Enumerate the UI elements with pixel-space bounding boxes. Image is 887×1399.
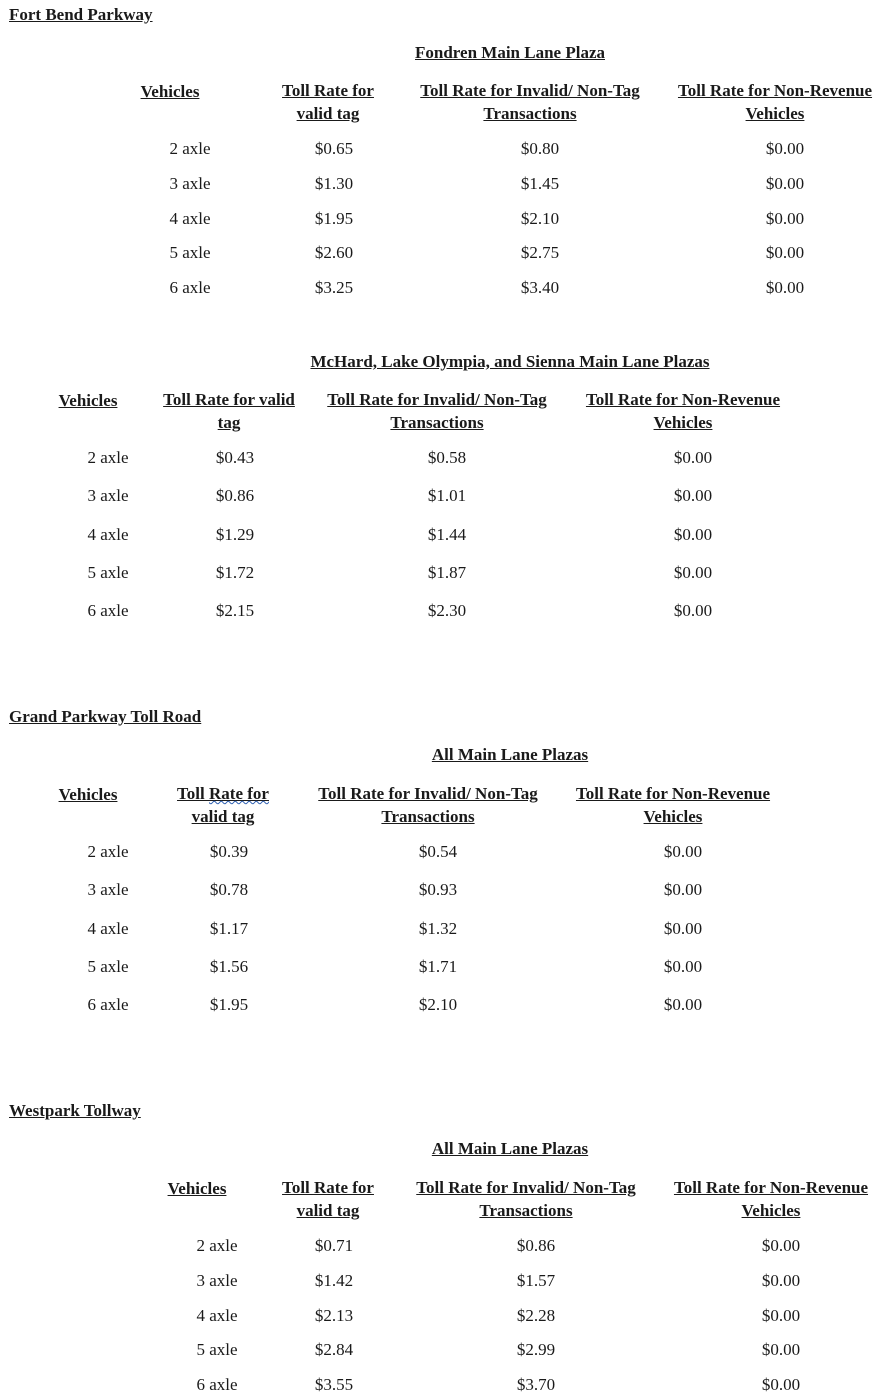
- vehicle-class-cell: 3 axle: [87, 486, 129, 505]
- column-header-line: Vehicles: [58, 391, 118, 410]
- toll-rate-cell: $1.95: [314, 209, 354, 228]
- vehicle-class-cell: 5 axle: [87, 957, 129, 976]
- toll-rate-cell: $0.00: [761, 1236, 801, 1255]
- vehicle-class-cell: 2 axle: [169, 139, 211, 158]
- column-header-line: Transactions: [381, 807, 475, 826]
- toll-rate-cell: $1.44: [427, 525, 467, 544]
- vehicle-class-cell: 5 axle: [196, 1340, 238, 1359]
- toll-rate-cell: $1.32: [418, 919, 458, 938]
- vehicle-class-cell: 5 axle: [169, 243, 211, 262]
- column-header-line: Transactions: [483, 104, 577, 123]
- column-header: [177, 782, 269, 828]
- toll-rate-cell: $0.58: [427, 448, 467, 467]
- column-header: [141, 80, 200, 103]
- toll-rate-cell: $2.10: [520, 209, 560, 228]
- column-header: [168, 1177, 227, 1200]
- column-header-line: Toll Rate for Invalid/ Non-Tag: [416, 1178, 636, 1197]
- column-header-line: Toll Rate for: [282, 1178, 374, 1197]
- column-header-line: valid tag: [296, 104, 360, 123]
- toll-rate-cell: $0.43: [215, 448, 255, 467]
- vehicle-class-cell: 4 axle: [87, 525, 129, 544]
- column-header-line: Toll Rate for Invalid/ Non-Tag: [327, 390, 547, 409]
- column-header: [586, 388, 780, 434]
- toll-rate-cell: $0.00: [765, 243, 805, 262]
- toll-rate-cell: $0.93: [418, 880, 458, 899]
- toll-rate-cell: $1.87: [427, 563, 467, 582]
- toll-rate-cell: $1.45: [520, 174, 560, 193]
- section-heading: Fort Bend Parkway: [9, 5, 153, 24]
- vehicle-class-cell: 6 axle: [196, 1375, 238, 1394]
- column-header-line: Vehicles: [653, 413, 713, 432]
- toll-rate-cell: $0.00: [663, 957, 703, 976]
- toll-rate-cell: $1.42: [314, 1271, 354, 1290]
- toll-rate-cell: $0.86: [516, 1236, 556, 1255]
- column-header: [59, 389, 118, 412]
- column-header-line: Vehicles: [741, 1201, 801, 1220]
- column-header-line: Toll Rate for Invalid/ Non-Tag: [318, 784, 538, 803]
- column-header: [674, 1176, 868, 1222]
- column-header-line: Transactions: [390, 413, 484, 432]
- vehicle-class-cell: 6 axle: [87, 995, 129, 1014]
- column-header-line: Vehicles: [58, 785, 118, 804]
- column-header-line: Vehicles: [140, 82, 200, 101]
- toll-rate-cell: $0.00: [673, 448, 713, 467]
- toll-rate-cell: $0.78: [209, 880, 249, 899]
- toll-rate-cell: $2.75: [520, 243, 560, 262]
- toll-rate-cell: $2.13: [314, 1306, 354, 1325]
- toll-rate-cell: $2.84: [314, 1340, 354, 1359]
- column-header: [318, 782, 537, 828]
- toll-rate-cell: $1.01: [427, 486, 467, 505]
- vehicle-class-cell: 4 axle: [196, 1306, 238, 1325]
- section-heading: Grand Parkway Toll Road: [9, 707, 202, 726]
- toll-rate-cell: $0.00: [673, 486, 713, 505]
- toll-rate-cell: $0.00: [673, 601, 713, 620]
- toll-rate-cell: $3.25: [314, 278, 354, 297]
- toll-rate-cell: $0.00: [663, 842, 703, 861]
- toll-rate-cell: $0.00: [761, 1306, 801, 1325]
- toll-rate-cell: $0.00: [761, 1375, 801, 1394]
- spellcheck-squiggle: Rate for: [209, 784, 269, 803]
- column-header: [576, 782, 770, 828]
- toll-rate-cell: $0.80: [520, 139, 560, 158]
- toll-rate-cell: $1.57: [516, 1271, 556, 1290]
- column-header: [416, 1176, 635, 1222]
- toll-rate-cell: $0.00: [765, 278, 805, 297]
- vehicle-class-cell: 6 axle: [87, 601, 129, 620]
- vehicle-class-cell: 3 axle: [169, 174, 211, 193]
- column-header-line: tag: [217, 413, 241, 432]
- vehicle-class-cell: 6 axle: [169, 278, 211, 297]
- toll-rate-cell: $2.28: [516, 1306, 556, 1325]
- toll-rate-cell: $2.10: [418, 995, 458, 1014]
- toll-rate-cell: $0.00: [765, 139, 805, 158]
- table-title: All Main Lane Plazas: [431, 1139, 589, 1158]
- toll-rate-cell: $0.54: [418, 842, 458, 861]
- toll-rate-cell: $2.15: [215, 601, 255, 620]
- vehicle-class-cell: 2 axle: [87, 448, 129, 467]
- vehicle-class-cell: 4 axle: [169, 209, 211, 228]
- column-header-line: [177, 782, 269, 805]
- column-header-line: valid tag: [296, 1201, 360, 1220]
- column-header: [420, 79, 639, 125]
- column-header: [327, 388, 546, 434]
- toll-rate-cell: $2.99: [516, 1340, 556, 1359]
- section-heading: Westpark Tollway: [9, 1101, 141, 1120]
- table-title: All Main Lane Plazas: [431, 745, 589, 764]
- column-header-line: Transactions: [479, 1201, 573, 1220]
- toll-rate-cell: $1.72: [215, 563, 255, 582]
- vehicle-class-cell: 3 axle: [87, 880, 129, 899]
- vehicle-class-cell: 5 axle: [87, 563, 129, 582]
- toll-rate-cell: $0.00: [761, 1340, 801, 1359]
- column-header-line: Vehicles: [167, 1179, 227, 1198]
- toll-rate-cell: $0.86: [215, 486, 255, 505]
- column-header-line: Toll Rate for: [282, 81, 374, 100]
- toll-rate-cell: $2.60: [314, 243, 354, 262]
- toll-rate-cell: $0.39: [209, 842, 249, 861]
- toll-rate-cell: $0.00: [765, 174, 805, 193]
- toll-rate-cell: $1.56: [209, 957, 249, 976]
- column-header-line: Toll Rate for Non-Revenue: [673, 1178, 869, 1197]
- column-header: [59, 783, 118, 806]
- column-header-line: Toll Rate for Non-Revenue: [677, 81, 873, 100]
- column-header: [282, 79, 374, 125]
- vehicle-class-cell: 2 axle: [87, 842, 129, 861]
- toll-rate-cell: $0.71: [314, 1236, 354, 1255]
- toll-rate-cell: $0.00: [761, 1271, 801, 1290]
- toll-rate-cell: $0.00: [765, 209, 805, 228]
- toll-rate-cell: $1.71: [418, 957, 458, 976]
- column-header: [282, 1176, 374, 1222]
- toll-rate-cell: $2.30: [427, 601, 467, 620]
- table-title: Fondren Main Lane Plaza: [415, 43, 605, 62]
- toll-rate-cell: $0.65: [314, 139, 354, 158]
- column-header-line: Vehicles: [745, 104, 805, 123]
- column-header-line: Toll Rate for Non-Revenue: [575, 784, 771, 803]
- toll-rate-cell: $0.00: [663, 919, 703, 938]
- vehicle-class-cell: 2 axle: [196, 1236, 238, 1255]
- toll-rate-cell: $1.95: [209, 995, 249, 1014]
- vehicle-class-cell: 3 axle: [196, 1271, 238, 1290]
- toll-rate-cell: $1.29: [215, 525, 255, 544]
- column-header-line: Toll Rate for Non-Revenue: [585, 390, 781, 409]
- toll-rate-cell: $3.55: [314, 1375, 354, 1394]
- column-header-line: Vehicles: [643, 807, 703, 826]
- column-header-line: Toll Rate for Invalid/ Non-Tag: [420, 81, 640, 100]
- column-header-line: valid tag: [191, 807, 255, 826]
- vehicle-class-cell: 4 axle: [87, 919, 129, 938]
- toll-rate-cell: $0.00: [673, 563, 713, 582]
- toll-rate-cell: $0.00: [673, 525, 713, 544]
- column-header-line: Toll Rate for valid: [163, 390, 295, 409]
- table-title: McHard, Lake Olympia, and Sienna Main Lane Plazas: [310, 352, 710, 371]
- toll-rate-cell: $0.00: [663, 880, 703, 899]
- toll-rate-cell: $1.30: [314, 174, 354, 193]
- toll-rate-cell: $3.70: [516, 1375, 556, 1394]
- toll-rate-cell: $3.40: [520, 278, 560, 297]
- toll-rate-cell: $0.00: [663, 995, 703, 1014]
- toll-rate-cell: $1.17: [209, 919, 249, 938]
- column-header-word: Toll: [177, 784, 210, 803]
- column-header: [678, 79, 872, 125]
- column-header: [163, 388, 295, 434]
